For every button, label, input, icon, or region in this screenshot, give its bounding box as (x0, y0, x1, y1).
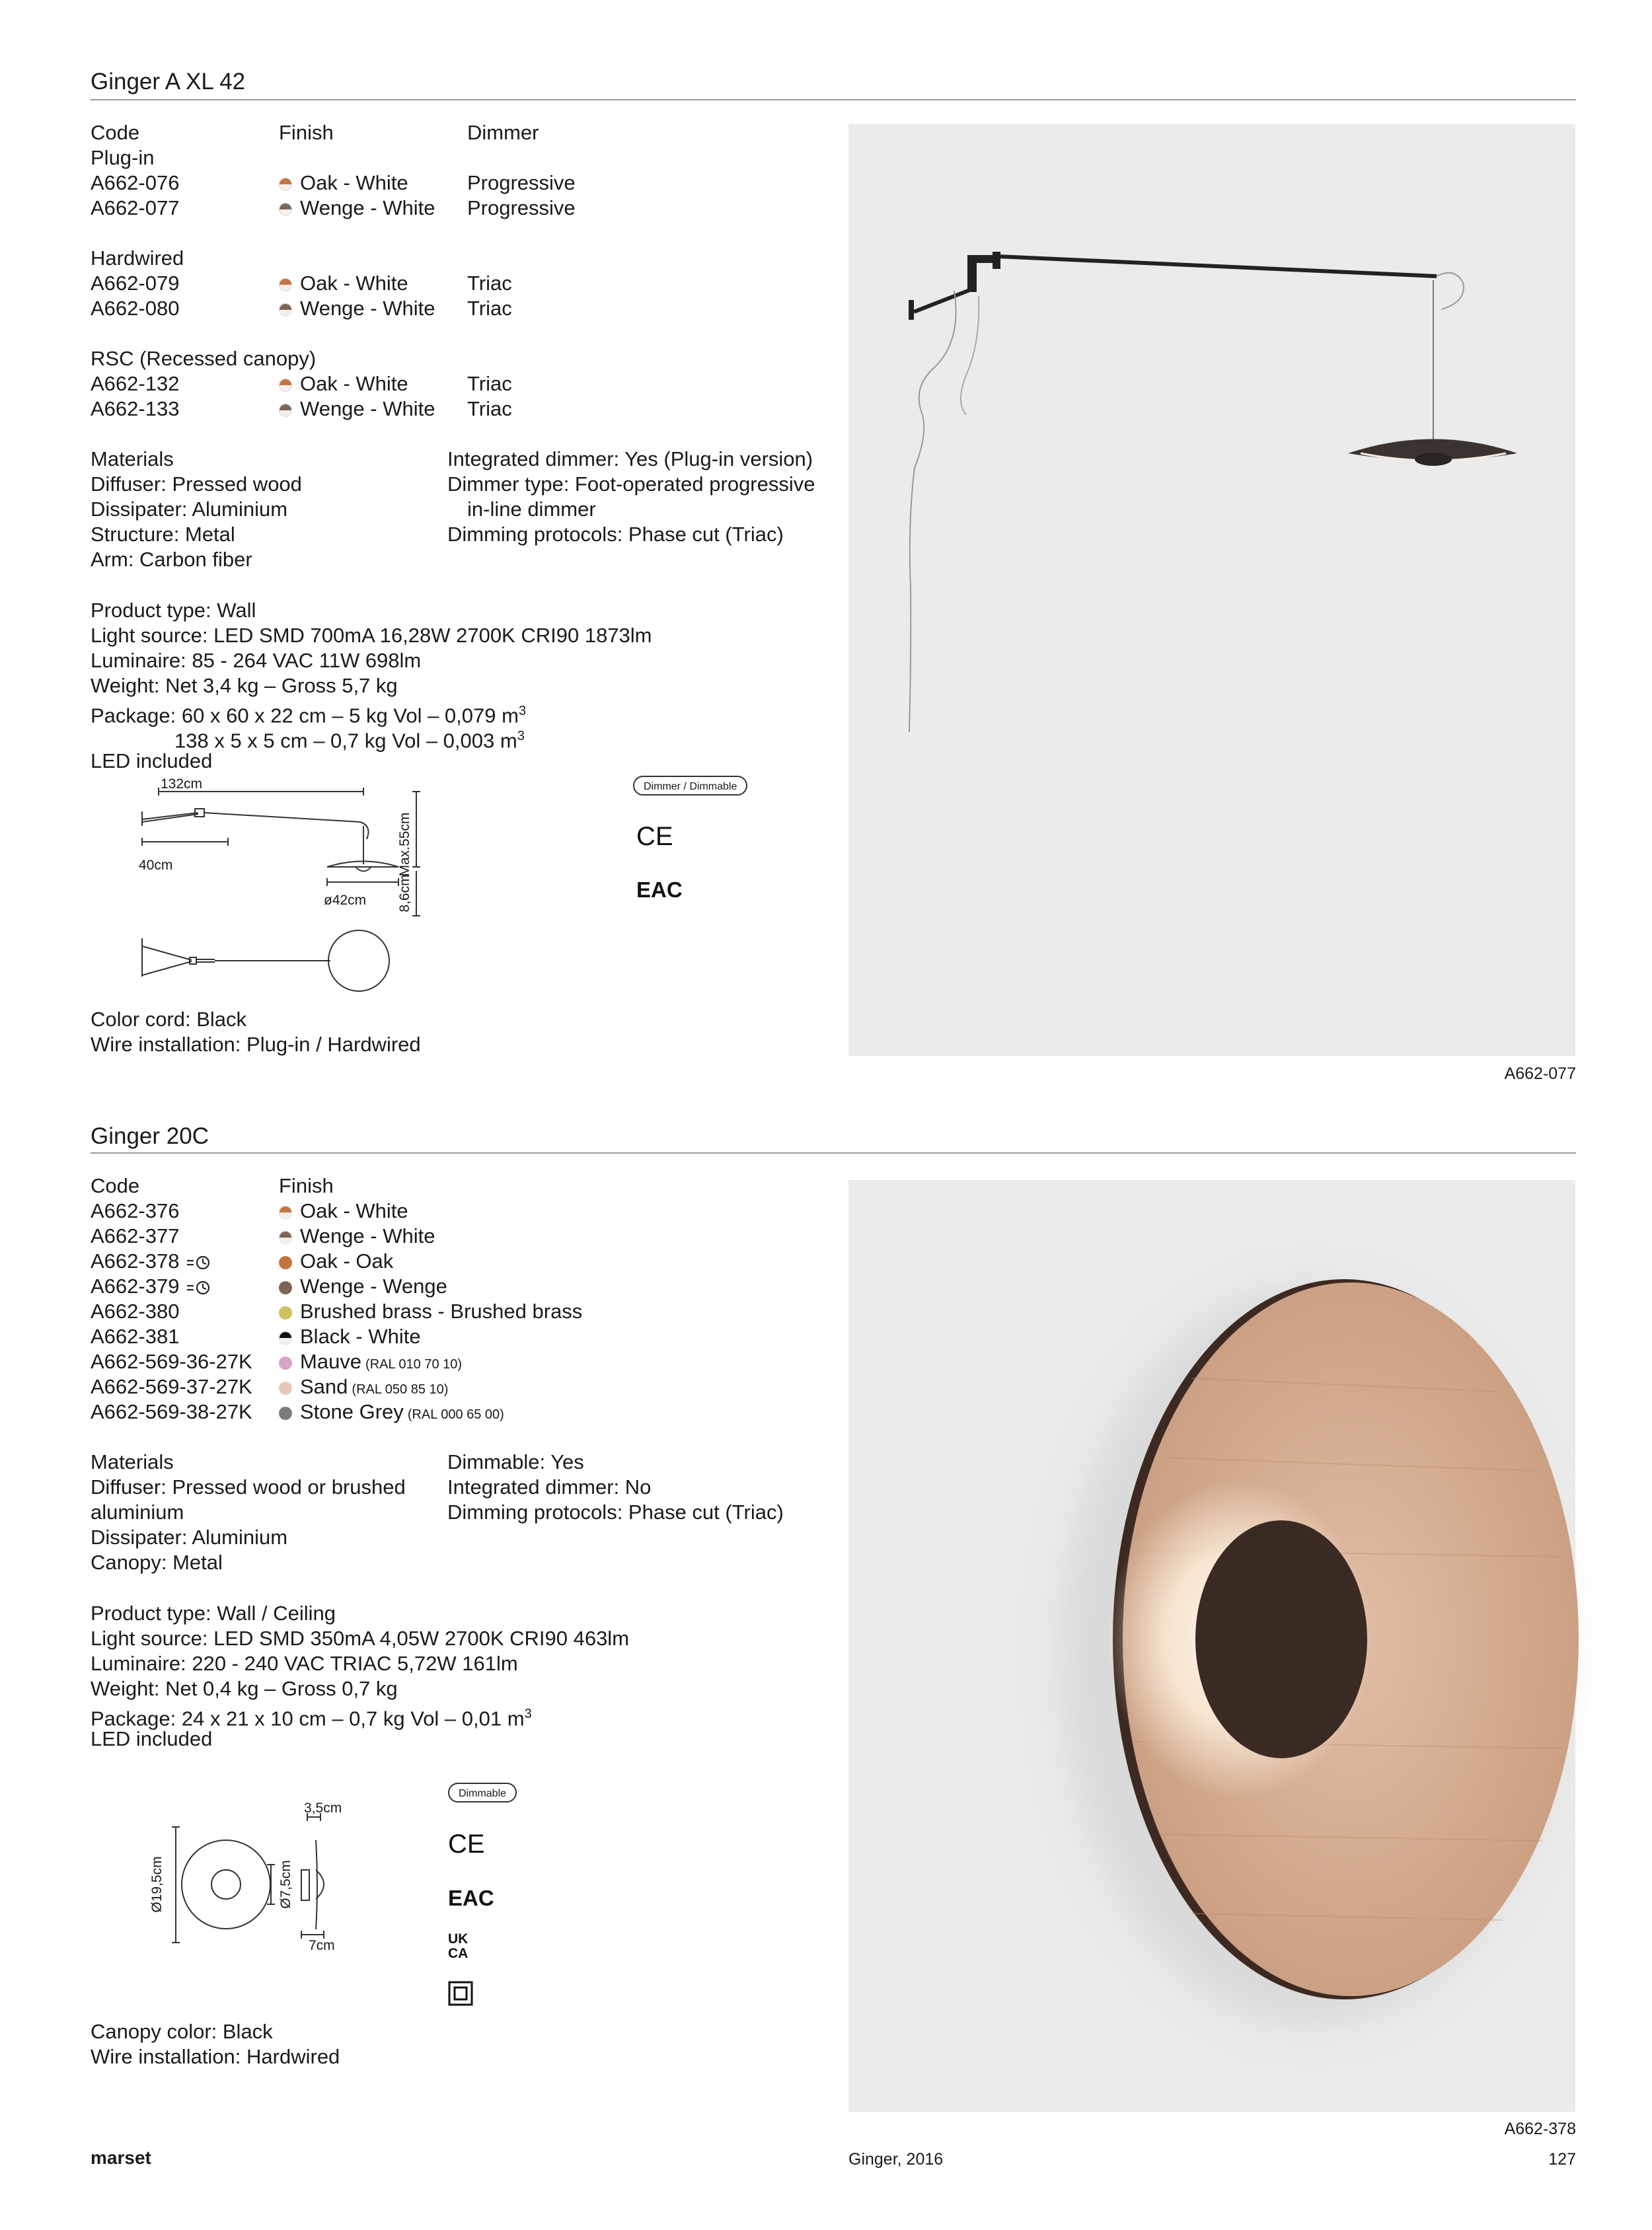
dim-width-label: 7cm (309, 1938, 335, 1953)
s1-row-finish (279, 170, 408, 196)
s1-dimming-line: Integrated dimmer: Yes (Plug-in version) (447, 447, 813, 470)
s2-canopy-color: Canopy color: Black (91, 2020, 273, 2043)
s2-row-code (91, 1249, 212, 1274)
s2-materials-line: aluminium (91, 1501, 184, 1524)
s2-row-code-label: A662-569-37-27K (91, 1375, 252, 1398)
double-insulation-icon (448, 1981, 473, 2006)
s2-materials-line: Canopy: Metal (91, 1551, 223, 1574)
finish-swatch-icon (279, 1281, 292, 1294)
dimmer-dimmable-badge: Dimmer / Dimmable (633, 776, 747, 796)
s1-dimming-line: Dimming protocols: Phase cut (Triac) (447, 523, 784, 546)
ce-mark-icon (636, 823, 671, 849)
s1-row-finish (279, 196, 435, 221)
section1-rule (91, 99, 1576, 100)
finish-swatch-icon (279, 1231, 292, 1244)
s2-row-finish (279, 1399, 504, 1427)
s1-row-finish-label: Oak - White (300, 171, 408, 194)
s2-row-finish-label: Wenge - Wenge (300, 1275, 447, 1298)
s2-row-code-label: A662-569-38-27K (91, 1400, 252, 1423)
s1-led-included: LED included (91, 749, 213, 772)
finish-swatch-icon (279, 178, 292, 191)
section2-rule (91, 1152, 1576, 1154)
s1-row-dimmer: Triac (467, 397, 512, 420)
s1-dimming-line: in-line dimmer (467, 498, 596, 521)
finish-swatch-icon (279, 1256, 292, 1269)
s2-row-code (91, 1374, 252, 1399)
s2-product-photo (848, 1180, 1575, 2112)
s2-photo-caption: A662-378 (1504, 2120, 1576, 2138)
s1-product-type: Product type: Wall (91, 599, 256, 622)
finish-swatch-icon (279, 1306, 292, 1319)
brand-logo: marset (91, 2147, 151, 2168)
s2-luminaire: Luminaire: 220 - 240 VAC TRIAC 5,72W 161lm (91, 1652, 518, 1675)
s1-row-dimmer: Progressive (467, 171, 576, 194)
s1-materials (91, 447, 302, 572)
dim-arm-label: 132cm (161, 776, 203, 792)
s2-row-finish-label: Wenge - White (300, 1224, 435, 1247)
s2-row-finish (279, 1224, 435, 1249)
s1-row-finish (279, 271, 408, 296)
s2-row-code (91, 1274, 212, 1299)
finish-swatch-icon (279, 303, 292, 316)
s2-row-finish-label: Stone Grey (300, 1400, 404, 1423)
s2-led-included: LED included (91, 1727, 213, 1750)
dim-depth-label: 8,6cm (397, 874, 412, 912)
s1-group-label: RSC (Recessed canopy) (91, 347, 317, 370)
s2-row-finish-label: Sand (300, 1375, 348, 1398)
s1-row-finish-label: Wenge - White (300, 297, 435, 320)
s1-row-dimmer: Progressive (467, 196, 576, 219)
footer-collection: Ginger, 2016 (848, 2150, 944, 2169)
s1-color-cord: Color cord: Black (91, 1008, 247, 1031)
finish-swatch-icon (279, 1382, 292, 1395)
s1-header-dimmer: Dimmer (467, 121, 539, 144)
s2-row-code (91, 1199, 179, 1224)
s2-wire-installation: Wire installation: Hardwired (91, 2045, 340, 2068)
section1-title: Ginger A XL 42 (91, 69, 246, 94)
s2-row-code-label: A662-377 (91, 1224, 180, 1247)
s2-header-finish: Finish (279, 1174, 334, 1197)
svg-text:CE: CE (636, 822, 673, 851)
arm-line (204, 813, 360, 822)
s2-dimming (447, 1450, 784, 1525)
top-view-shade (328, 930, 389, 991)
finish-swatch-icon (279, 203, 292, 216)
wall-lamp-illustration (848, 124, 1575, 1056)
s1-weight: Weight: Net 3,4 kg – Gross 5,7 kg (91, 674, 398, 697)
dim-diameter-label: Ø19,5cm (149, 1856, 165, 1913)
s1-materials-line: Materials (91, 447, 174, 470)
s2-row-code (91, 1299, 179, 1324)
svg-text:CE: CE (448, 1830, 485, 1859)
s1-row-code: A662-132 (91, 372, 180, 395)
s1-wire-installation: Wire installation: Plug-in / Hardwired (91, 1033, 421, 1056)
s2-row-finish-label: Brushed brass - Brushed brass (300, 1300, 583, 1323)
s2-row-code (91, 1324, 179, 1349)
s1-product-photo (848, 124, 1575, 1056)
s2-row-code-label: A662-378 (91, 1249, 180, 1273)
s2-product-info (91, 1601, 629, 1752)
eac-mark-icon (448, 1883, 494, 1910)
s1-row-code: A662-076 (91, 171, 180, 194)
wall-disc-lamp-illustration (848, 1180, 1575, 2112)
s1-row-finish-label: Oak - White (300, 372, 408, 395)
svg-text:EAC: EAC (636, 877, 683, 902)
dimmable-badge: Dimmable (448, 1783, 517, 1803)
s1-row-code: A662-077 (91, 196, 180, 219)
timer-sensor-icon (186, 1255, 212, 1271)
s1-package-2 (91, 724, 652, 753)
s2-row-code-label: A662-569-36-27K (91, 1350, 252, 1373)
s1-package-1-text: Package: 60 x 60 x 22 cm – 5 kg Vol – 0,079 m (91, 704, 519, 727)
s2-row-code-label: A662-376 (91, 1199, 180, 1222)
s2-row-finish (279, 1199, 408, 1224)
cube-superscript: 3 (518, 704, 527, 718)
eac-mark-icon (636, 875, 683, 902)
s1-group-label: Hardwired (91, 246, 184, 270)
dim-height-label: Max.55cm (397, 812, 412, 877)
s2-row-finish-label: Black - White (300, 1325, 421, 1348)
s1-row-finish (279, 371, 408, 396)
s1-row-code: A662-080 (91, 297, 180, 320)
s1-package-1 (91, 698, 652, 727)
s2-row-finish (279, 1349, 462, 1377)
s2-row-finish-label: Mauve (300, 1350, 362, 1373)
front-view-disc (182, 1840, 270, 1929)
s2-row-finish (279, 1249, 393, 1274)
dim-diameter-label: ø42cm (324, 893, 367, 908)
s1-group-label: Plug-in (91, 146, 155, 169)
s1-dimming-line: Dimmer type: Foot-operated progressive (447, 472, 815, 496)
s1-header-code: Code (91, 121, 140, 144)
s2-row-finish (279, 1274, 447, 1299)
finish-swatch-icon (279, 278, 292, 291)
s2-row-finish (279, 1299, 582, 1324)
cube-superscript: 3 (524, 1707, 532, 1721)
svg-text:EAC: EAC (448, 1886, 494, 1910)
s2-materials (91, 1450, 406, 1575)
s2-materials-line: Dissipater: Aluminium (91, 1526, 288, 1549)
finish-swatch-icon (279, 1206, 292, 1219)
finish-swatch-icon (279, 404, 292, 417)
s1-technical-drawing (129, 773, 439, 1004)
svg-text:CA: CA (448, 1946, 469, 1961)
s1-dimming (447, 447, 815, 547)
dim-canopy-label: Ø7,5cm (278, 1860, 293, 1909)
s2-materials-line: Materials (91, 1450, 174, 1473)
s1-row-finish-label: Wenge - White (300, 196, 435, 219)
s1-product-info (91, 598, 652, 774)
page-number: 127 (1548, 2150, 1576, 2169)
s1-materials-line: Arm: Carbon fiber (91, 548, 252, 571)
s2-header-code: Code (91, 1174, 140, 1197)
s1-photo-caption: A662-077 (1504, 1064, 1576, 1083)
s2-row-code (91, 1349, 252, 1374)
s1-row-finish (279, 396, 435, 422)
section2-title: Ginger 20C (91, 1123, 209, 1149)
s1-row-code: A662-079 (91, 272, 180, 295)
s1-materials-line: Diffuser: Pressed wood (91, 472, 302, 496)
s1-package-2-text: 138 x 5 x 5 cm – 0,7 kg Vol – 0,003 m (174, 729, 517, 753)
s2-weight: Weight: Net 0,4 kg – Gross 0,7 kg (91, 1677, 398, 1700)
s1-row-finish-label: Wenge - White (300, 397, 435, 420)
s1-row-dimmer: Triac (467, 372, 512, 395)
s2-dimming-line: Dimmable: Yes (447, 1450, 584, 1473)
ce-mark-icon (448, 1830, 485, 1859)
s2-row-finish (279, 1374, 448, 1402)
s2-row-finish (279, 1324, 421, 1349)
ukca-mark-icon (448, 1931, 477, 1960)
s2-row-code-label: A662-379 (91, 1275, 180, 1298)
cube-superscript: 3 (517, 729, 525, 743)
s2-dimming-line: Integrated dimmer: No (447, 1475, 652, 1499)
s1-materials-line: Structure: Metal (91, 523, 235, 546)
s1-materials-line: Dissipater: Aluminium (91, 498, 288, 521)
s2-row-ral-code: (RAL 050 85 10) (352, 1382, 449, 1397)
timer-sensor-icon (186, 1280, 212, 1296)
s2-materials-line: Diffuser: Pressed wood or brushed (91, 1475, 406, 1499)
s1-row-dimmer: Triac (467, 272, 512, 295)
s1-row-code: A662-133 (91, 397, 180, 420)
s2-dimming-line: Dimming protocols: Phase cut (Triac) (447, 1501, 784, 1524)
s2-package (91, 1701, 629, 1730)
s2-package-text: Package: 24 x 21 x 10 cm – 0,7 kg Vol – 0,01 m (91, 1707, 525, 1730)
finish-swatch-icon (279, 1407, 292, 1420)
dim-wall-label: 40cm (139, 858, 173, 873)
s1-row-dimmer: Triac (467, 297, 512, 320)
s2-row-ral-code: (RAL 010 70 10) (365, 1357, 463, 1372)
s2-row-finish-label: Oak - White (300, 1199, 408, 1222)
s1-light-source: Light source: LED SMD 700mA 16,28W 2700K CRI90 1873lm (91, 624, 652, 647)
s1-row-finish-label: Oak - White (300, 272, 408, 295)
s2-row-ral-code: (RAL 000 65 00) (407, 1407, 504, 1422)
s1-luminaire: Luminaire: 85 - 264 VAC 11W 698lm (91, 649, 422, 672)
finish-swatch-icon (279, 1357, 292, 1370)
s1-header-finish: Finish (279, 121, 334, 144)
finish-swatch-icon (279, 379, 292, 392)
dim-depth-label: 3,5cm (304, 1801, 342, 1816)
s2-product-type: Product type: Wall / Ceiling (91, 1602, 336, 1625)
svg-text:UK: UK (448, 1931, 469, 1947)
finish-swatch-icon (279, 1331, 292, 1345)
s2-row-code-label: A662-381 (91, 1325, 180, 1348)
s1-row-finish (279, 296, 435, 321)
s2-light-source: Light source: LED SMD 350mA 4,05W 2700K CRI90 463lm (91, 1627, 630, 1650)
s2-row-code (91, 1224, 179, 1249)
s2-row-code-label: A662-380 (91, 1300, 180, 1323)
s2-row-code (91, 1399, 252, 1425)
front-view-canopy (211, 1870, 241, 1899)
s2-row-finish-label: Oak - Oak (300, 1249, 394, 1273)
